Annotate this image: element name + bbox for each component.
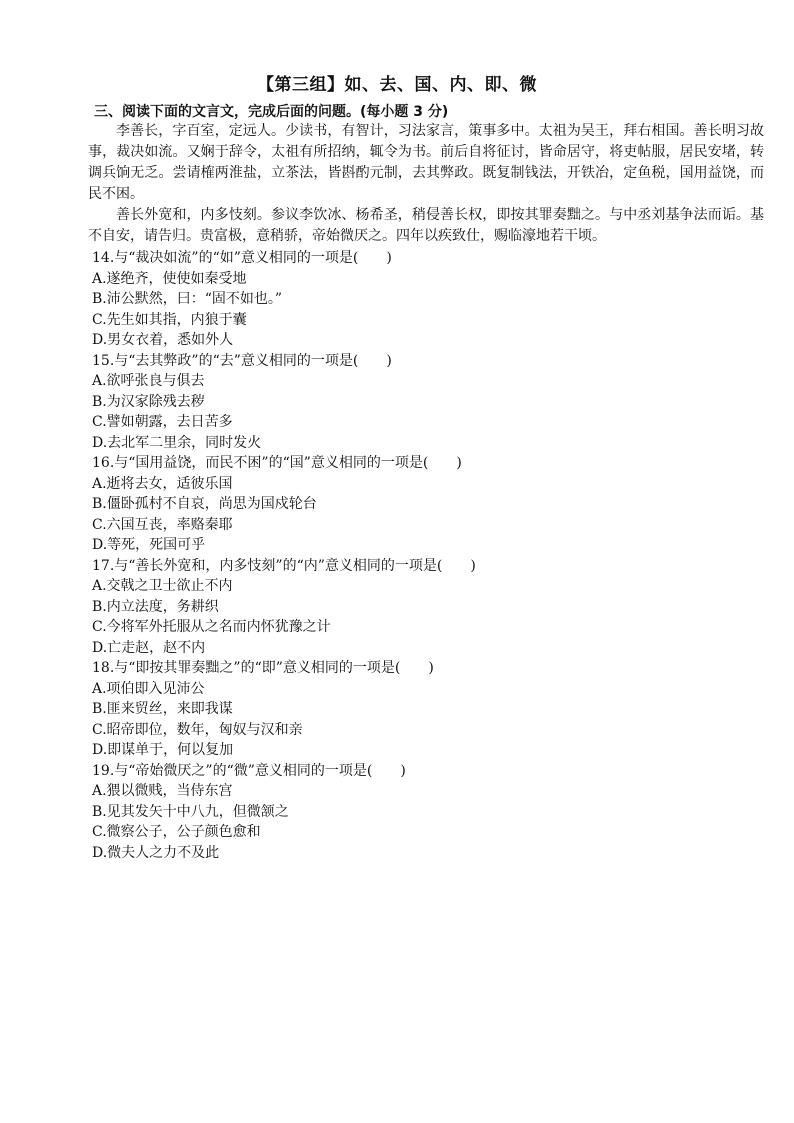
question-17 [92,556,752,659]
option-b: B.内立法度，务耕织 [92,598,219,615]
option-a: A.猥以微贱，当侍东宫 [92,783,233,799]
question-stem: 18.与“即按其罪奏黜之”的“即”意义相同的一项是( ) [92,660,434,676]
question-stem: 14.与“裁决如流”的“如”意义相同的一项是( ) [92,250,392,266]
option-c: C.先生如其指，内狼于囊 [92,311,247,328]
question-stem: 19.与“帝始微厌之”的“微”意义相同的一项是( ) [92,762,406,779]
option-c: C.微察公子，公子颜色愈和 [92,824,261,840]
question-stem: 15.与“去其弊政”的“去”意义相同的一项是( ) [92,352,392,369]
option-c: C.今将军外托服从之名而内怀犹豫之计 [92,619,331,635]
question-stem: 16.与“国用益饶，而民不困”的“国”意义相同的一项是( ) [92,455,462,471]
option-a: A.项伯即入见沛公 [92,680,205,697]
question-15 [92,351,752,454]
option-d: D.去北军二里余，同时发火 [92,434,262,451]
question-14 [92,248,752,351]
question-16 [92,453,752,556]
option-b: B.僵卧孤村不自哀，尚思为国戍轮台 [92,496,317,512]
question-19 [92,761,752,864]
page-title: 【第三组】如、去、国、内、即、微 [257,75,537,95]
passage-paragraph-1: 李善长，字百室，定远人。少读书，有智计，习法家言，策事多中。太祖为吴王，拜右相国。善长明习故事，裁决如流。又娴于辞令，太祖有所招纳，辄令为书。前后自将征讨，皆命居守，将吏帖服，居民安堵，转调兵饷无乏。尝请榷两淮盐，立茶法，皆斟酌元制，去其弊政。既复制钱法，开铁冶，定鱼税，国用益饶，而民不困。 [88,123,764,202]
option-b: B.为汉家除残去秽 [92,393,205,410]
passage-paragraph-2: 善长外宽和，内多忮刻。参议李饮冰、杨希圣，稍侵善长权，即按其罪奏黜之。与中丞刘基争法而诟。基不自安，请告归。贵富极，意稍骄，帝始微厌之。四年以疾致仕，赐临濠地若干顷。 [88,207,764,244]
question-list [92,248,752,863]
option-b: B.沛公默然，曰：“固不如也。” [92,291,283,307]
option-a: A.逝将去女，适彼乐国 [92,475,233,492]
option-a: A.交戟之卫士欲止不内 [92,578,233,594]
option-d: D.男女衣着，悉如外人 [92,332,234,348]
option-d: D.等死，死国可乎 [92,537,206,553]
option-a: A.欲呼张良与俱去 [92,373,205,389]
option-d: D.即谋单于，何以复加 [92,742,234,758]
option-d: D.亡走赵，赵不内 [92,639,206,656]
option-c: C.譬如朝露，去日苦多 [92,414,233,430]
option-a: A.遂绝齐，使使如秦受地 [92,270,247,287]
question-18 [92,658,752,761]
option-b: B.见其发矢十中八九，但微颔之 [92,803,289,820]
section-heading: 三、阅读下面的文言文，完成后面的问题。(每小题 3 分) [94,104,449,120]
option-b: B.匪来贸丝，来即我谋 [92,701,233,717]
question-stem: 17.与“善长外宽和，内多忮刻”的“内”意义相同的一项是( ) [92,557,476,574]
option-c: C.六国互丧，率赂秦耶 [92,516,233,533]
option-c: C.昭帝即位，数年，匈奴与汉和亲 [92,721,303,738]
classical-chinese-passage [88,121,764,247]
option-d: D.微夫人之力不及此 [92,844,220,861]
